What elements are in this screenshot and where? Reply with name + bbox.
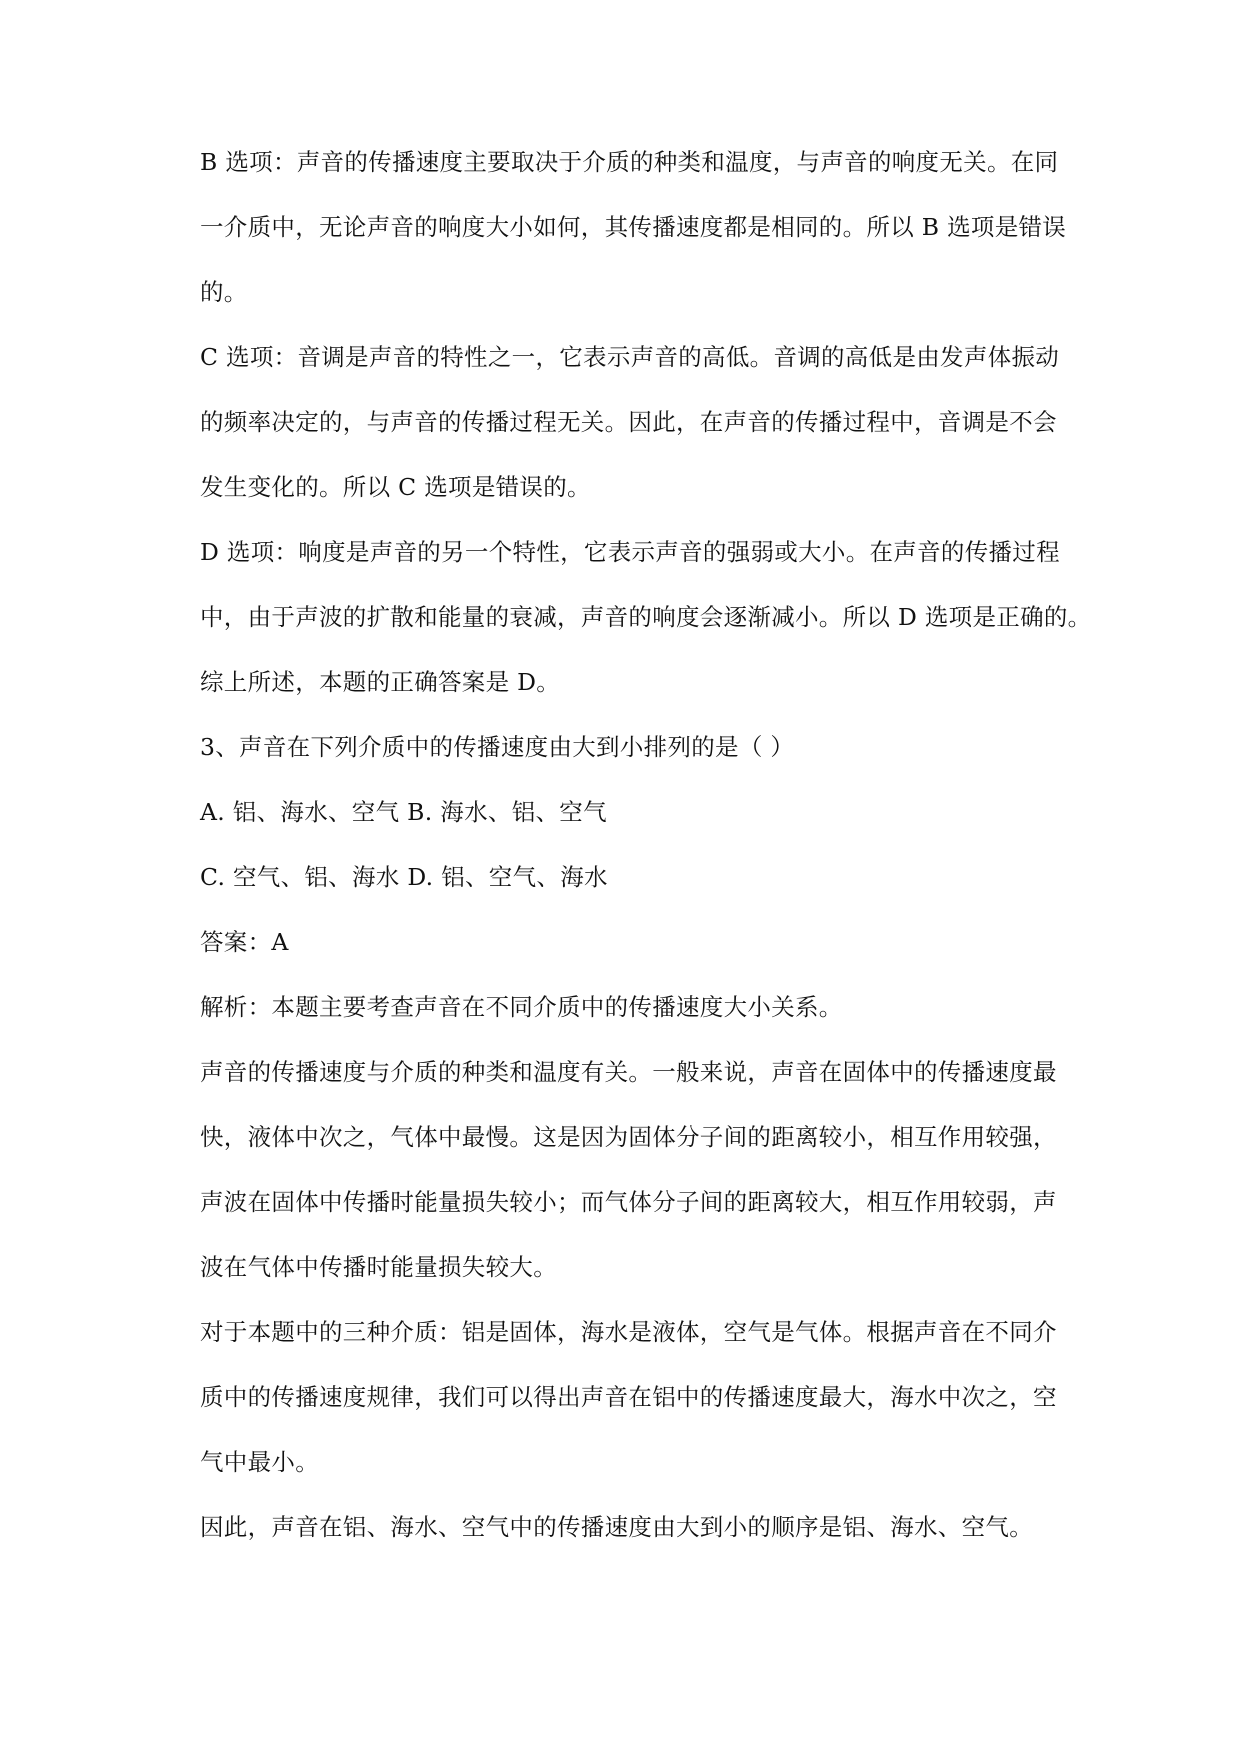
text-line: 气中最小。 [200,1448,319,1476]
document-page [200,142,1090,1572]
text-line: 声波在固体中传播时能量损失较小；而气体分子间的距离较大，相互作用较弱，声 [200,1188,1057,1216]
text-line: 发生变化的。所以 C 选项是错误的。 [200,473,591,501]
text-line: 波在气体中传播时能量损失较大。 [200,1253,557,1281]
text-line: 综上所述，本题的正确答案是 D。 [200,668,561,696]
text-line: 的。 [200,278,248,306]
text-line: 快，液体中次之，气体中最慢。这是因为固体分子间的距离较小，相互作用较强， [200,1123,1057,1151]
option-line: A. 铝、海水、空气 B. 海水、铝、空气 [200,798,607,826]
question-line: 3、声音在下列介质中的传播速度由大到小排列的是（ ） [200,733,795,761]
text-line: 对于本题中的三种介质：铝是固体，海水是液体，空气是气体。根据声音在不同介 [200,1318,1057,1346]
text-line: 的频率决定的，与声音的传播过程无关。因此，在声音的传播过程中，音调是不会 [200,408,1057,436]
text-line: B 选项：声音的传播速度主要取决于介质的种类和温度，与声音的响度无关。在同 [200,148,1059,176]
text-line: 质中的传播速度规律，我们可以得出声音在铝中的传播速度最大，海水中次之，空 [200,1383,1057,1411]
text-line: C 选项：音调是声音的特性之一，它表示声音的高低。音调的高低是由发声体振动 [200,343,1060,371]
text-line: 声音的传播速度与介质的种类和温度有关。一般来说，声音在固体中的传播速度最 [200,1058,1057,1086]
analysis-line: 解析：本题主要考查声音在不同介质中的传播速度大小关系。 [200,993,843,1021]
text-line: 中，由于声波的扩散和能量的衰减，声音的响度会逐渐减小。所以 D 选项是正确的。 [200,603,1092,631]
text-line: 因此，声音在铝、海水、空气中的传播速度由大到小的顺序是铝、海水、空气。 [200,1513,1033,1541]
text-line: D 选项：响度是声音的另一个特性，它表示声音的强弱或大小。在声音的传播过程 [200,538,1060,566]
answer-line: 答案：A [200,928,289,956]
text-line: 一介质中，无论声音的响度大小如何，其传播速度都是相同的。所以 B 选项是错误 [200,213,1067,241]
option-line: C. 空气、铝、海水 D. 铝、空气、海水 [200,863,608,891]
